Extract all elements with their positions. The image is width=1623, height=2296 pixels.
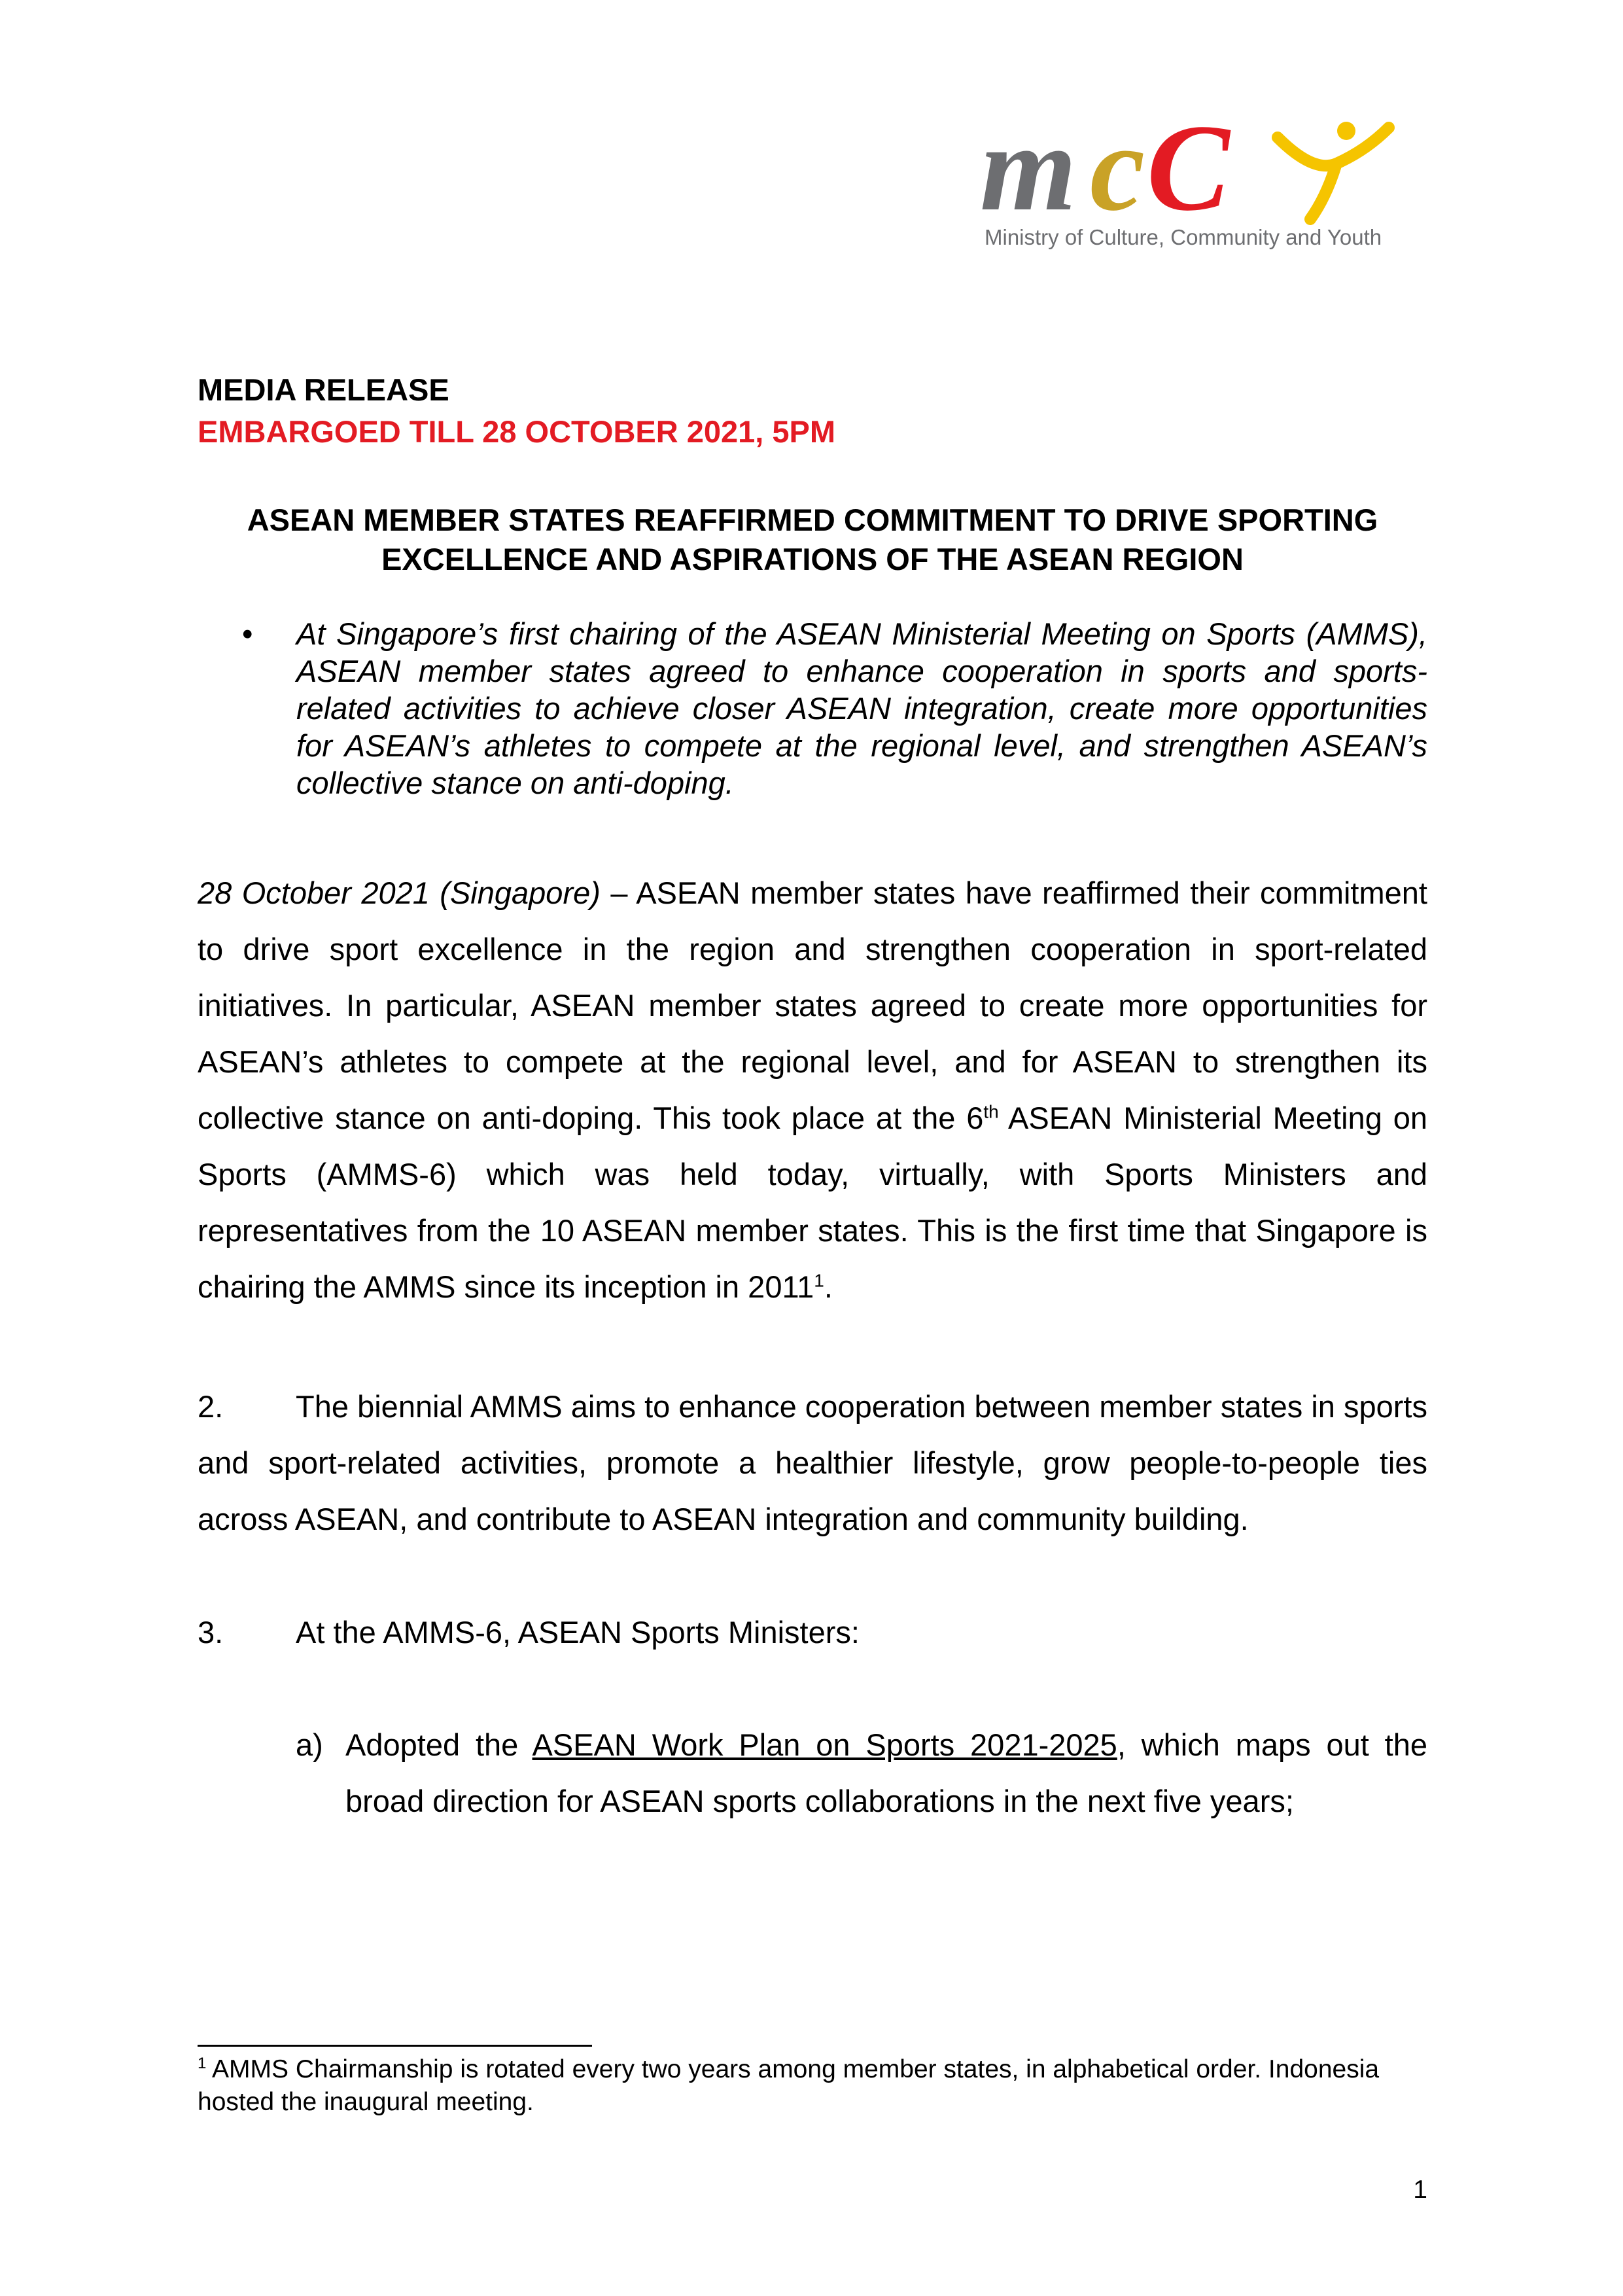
headline: [198, 501, 1427, 579]
logo-figure-y: [1278, 122, 1389, 219]
paragraph-1-text-c: .: [824, 1269, 833, 1304]
list-item-a-marker: a): [296, 1727, 323, 1762]
paragraph-1-text-b: ASEAN Ministerial Meeting on Sports (AMMS-6) which was held today, virtually, with Sports Ministers and representatives from the 10 ASEAN member states. This is the first time that Singapore is chairing the AMMS since its inception in 2011: [198, 1101, 1427, 1304]
list-item-a-text-after: , which maps out the broad direction for ASEAN sports collaborations in the next five years;: [345, 1727, 1427, 1818]
media-release-label: MEDIA RELEASE: [198, 372, 449, 407]
logo-letter-c2: C: [1147, 111, 1230, 229]
footnote-marker: 1: [198, 2055, 207, 2072]
paragraph-2: [198, 1379, 1427, 1547]
paragraph-1: [198, 865, 1427, 1315]
highlight-bullet: [242, 615, 1427, 802]
highlight-text: At Singapore’s first chairing of the ASEAN Ministerial Meeting on Sports (AMMS), ASEAN member states agreed to enhance cooperation in sports and sports-related activities to achieve closer ASEAN integration, create more opportunities for ASEAN’s athletes to compete at the regional level, and strengthen ASEAN’s collective stance on anti-doping.: [296, 616, 1427, 800]
paragraph-3-text: At the AMMS-6, ASEAN Sports Ministers:: [296, 1615, 860, 1650]
list-item-a-text: [345, 1717, 1427, 1829]
embargo-notice: EMBARGOED TILL 28 OCTOBER 2021, 5PM: [198, 414, 836, 449]
footnote-reference[interactable]: 1: [814, 1270, 824, 1291]
headline-line-2: EXCELLENCE AND ASPIRATIONS OF THE ASEAN REGION: [381, 542, 1244, 576]
logo-caption: Ministry of Culture, Community and Youth: [985, 225, 1382, 249]
mccy-logo-mark: [980, 111, 1425, 229]
paragraph-2-number: 2.: [198, 1389, 224, 1424]
logo-letter-m: m: [980, 111, 1077, 229]
headline-line-1: ASEAN MEMBER STATES REAFFIRMED COMMITMENT TO DRIVE SPORTING: [247, 503, 1378, 537]
paragraph-3: [198, 1604, 1427, 1661]
bullet-icon: •: [242, 616, 253, 651]
page-number: 1: [1413, 2176, 1427, 2204]
paragraph-3-number: 3.: [198, 1615, 224, 1650]
footnote-text: AMMS Chairmanship is rotated every two years among member states, in alphabetical order. Indonesia hosted the inaugural meeting.: [198, 2055, 1380, 2116]
paragraph-2-text: The biennial AMMS aims to enhance cooperation between member states in sports and sport-related activities, promote a healthier lifestyle, grow people-to-people ties across ASEAN, and contribute to ASEAN integration and community building.: [198, 1389, 1427, 1536]
logo-letter-c1: c: [1090, 111, 1145, 229]
footnote-divider: [198, 2045, 592, 2047]
list-item-a: [296, 1717, 1427, 1829]
dateline: 28 October 2021 (Singapore): [198, 875, 601, 910]
paragraph-1-text-a: – ASEAN member states have reaffirmed their commitment to drive sport excellence in the region and strengthen cooperation in sport-related initiatives. In particular, ASEAN member states agreed to create more opportunities for ASEAN’s athletes to compete at the regional level, and for ASEAN to strengthen its collective stance on anti-doping. This took place at the 6: [198, 875, 1427, 1135]
list-item-a-text-before: Adopted the: [345, 1727, 532, 1762]
footnote: [198, 2053, 1427, 2119]
work-plan-link[interactable]: ASEAN Work Plan on Sports 2021-2025: [532, 1727, 1117, 1762]
ordinal-suffix: th: [983, 1101, 999, 1122]
